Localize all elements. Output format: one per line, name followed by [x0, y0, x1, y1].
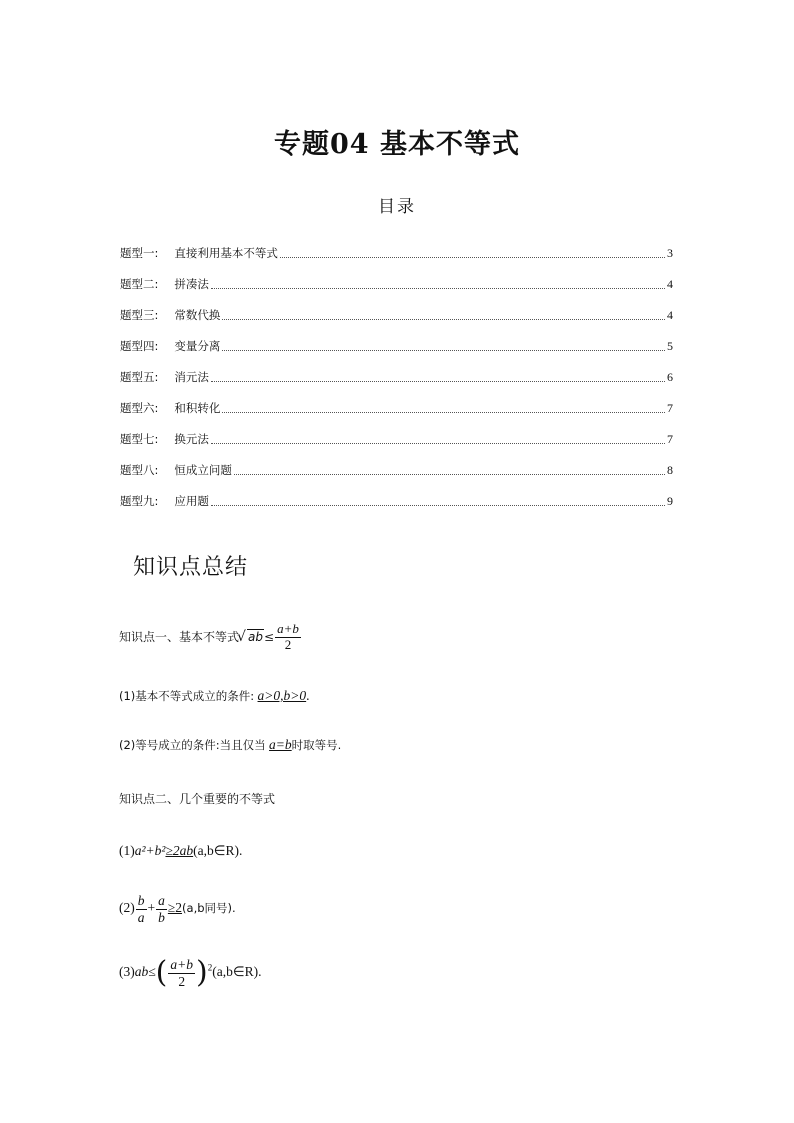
toc-item-type: 题型二:	[120, 277, 159, 291]
item-prefix: (3)	[119, 964, 135, 980]
inequality-1	[119, 843, 242, 859]
toc-leader-dots	[222, 350, 665, 351]
knowledge-point-label: 知识点一、基本不等式	[119, 629, 240, 644]
toc-item-page: 4	[667, 277, 673, 291]
item-prefix: (1)	[119, 843, 135, 858]
sqrt-radicand: ab	[248, 629, 263, 644]
fraction-numerator: b	[137, 893, 145, 908]
toc-item-name: 应用题	[174, 494, 209, 508]
toc-leader-dots	[211, 443, 665, 444]
condition-line	[119, 688, 310, 704]
equality-value: a=b	[269, 737, 292, 752]
inequality-expression: ab≤	[134, 964, 156, 980]
toc-leader-dots	[280, 257, 665, 258]
inequality-3	[119, 957, 261, 989]
equality-line	[119, 737, 341, 753]
exponent: 2	[207, 962, 213, 973]
toc-item-type: 题型七:	[120, 432, 159, 446]
left-paren: (	[155, 955, 168, 991]
toc-item-page: 6	[667, 370, 673, 384]
toc-item-type: 题型九:	[120, 494, 159, 508]
toc-leader-dots	[234, 474, 665, 475]
toc-item-type: 题型六:	[120, 401, 159, 415]
condition-suffix: .	[306, 688, 310, 703]
inequality-condition: (a,b同号).	[182, 901, 236, 916]
fraction	[275, 622, 301, 653]
fraction-denominator: 2	[284, 636, 292, 652]
toc-item[interactable]	[120, 385, 673, 416]
fraction-numerator: a+b	[170, 957, 194, 972]
toc-item[interactable]	[120, 323, 673, 354]
toc-item-name: 常数代换	[174, 308, 221, 322]
right-paren: )	[196, 955, 208, 991]
item-prefix: (2)	[119, 900, 135, 916]
inequality-bound: ≥2ab	[165, 843, 194, 858]
toc-item-page: 4	[667, 308, 673, 322]
toc-item-page: 3	[667, 246, 673, 260]
toc-leader-dots	[211, 505, 665, 506]
toc-leader-dots	[222, 412, 665, 413]
toc-item-name: 恒成立问题	[174, 463, 232, 477]
condition-value: a>0,b>0	[257, 688, 307, 703]
fraction-denominator: 2	[178, 973, 186, 989]
fraction	[168, 957, 195, 989]
toc-item-page: 8	[667, 463, 673, 477]
toc-leader-dots	[211, 288, 665, 289]
toc-item-page: 5	[667, 339, 673, 353]
toc-item-name: 换元法	[174, 432, 209, 446]
knowledge-point-2-heading: 知识点二、几个重要的不等式	[119, 792, 276, 806]
toc-item[interactable]	[120, 416, 673, 447]
page-title: 专题04 基本不等式	[274, 129, 520, 160]
toc-item-name: 拼凑法	[174, 277, 209, 291]
toc-item[interactable]	[120, 447, 673, 478]
toc-item[interactable]	[120, 354, 673, 385]
inequality-condition: (a,b∈R).	[212, 964, 262, 980]
toc-item-page: 7	[667, 401, 673, 415]
toc-item-type: 题型一:	[120, 246, 159, 260]
equality-suffix: 时取等号.	[291, 738, 342, 752]
fraction-denominator: b	[158, 909, 165, 925]
le-symbol: ≤	[264, 629, 275, 644]
sqrt-expression	[239, 630, 264, 644]
toc-item-type: 题型八:	[120, 463, 159, 477]
fraction	[156, 893, 167, 925]
toc-item[interactable]	[120, 230, 673, 261]
inequality-bound: ≥2	[167, 900, 183, 916]
toc-item-type: 题型五:	[120, 370, 159, 384]
plus-symbol: +	[147, 900, 156, 916]
toc-item[interactable]	[120, 261, 673, 292]
toc-item-type: 题型四:	[120, 339, 159, 353]
toc-item-type: 题型三:	[120, 308, 159, 322]
section-heading: 知识点总结	[133, 555, 249, 580]
inequality-condition: (a,b∈R).	[193, 843, 243, 858]
fraction-numerator: a+b	[277, 621, 299, 636]
fraction-denominator: a	[137, 909, 145, 925]
equality-prefix: (2)等号成立的条件:当且仅当	[119, 738, 266, 752]
toc-item-name: 变量分离	[174, 339, 221, 353]
toc-item-page: 9	[667, 494, 673, 508]
fraction	[136, 893, 147, 925]
toc-heading: 目录	[378, 197, 416, 217]
toc-leader-dots	[222, 319, 665, 320]
inequality-2	[119, 893, 236, 925]
toc-leader-dots	[211, 381, 665, 382]
fraction-numerator: a	[158, 893, 165, 908]
toc-item-name: 和积转化	[174, 401, 221, 415]
inequality-expression: a²+b²	[134, 843, 166, 858]
toc-item[interactable]	[120, 292, 673, 323]
table-of-contents	[120, 230, 673, 509]
toc-item-name: 直接利用基本不等式	[174, 246, 278, 260]
toc-item[interactable]	[120, 478, 673, 509]
knowledge-point-1-heading	[119, 622, 302, 653]
toc-item-name: 消元法	[174, 370, 209, 384]
condition-prefix: (1)基本不等式成立的条件:	[119, 689, 255, 703]
toc-item-page: 7	[667, 432, 673, 446]
